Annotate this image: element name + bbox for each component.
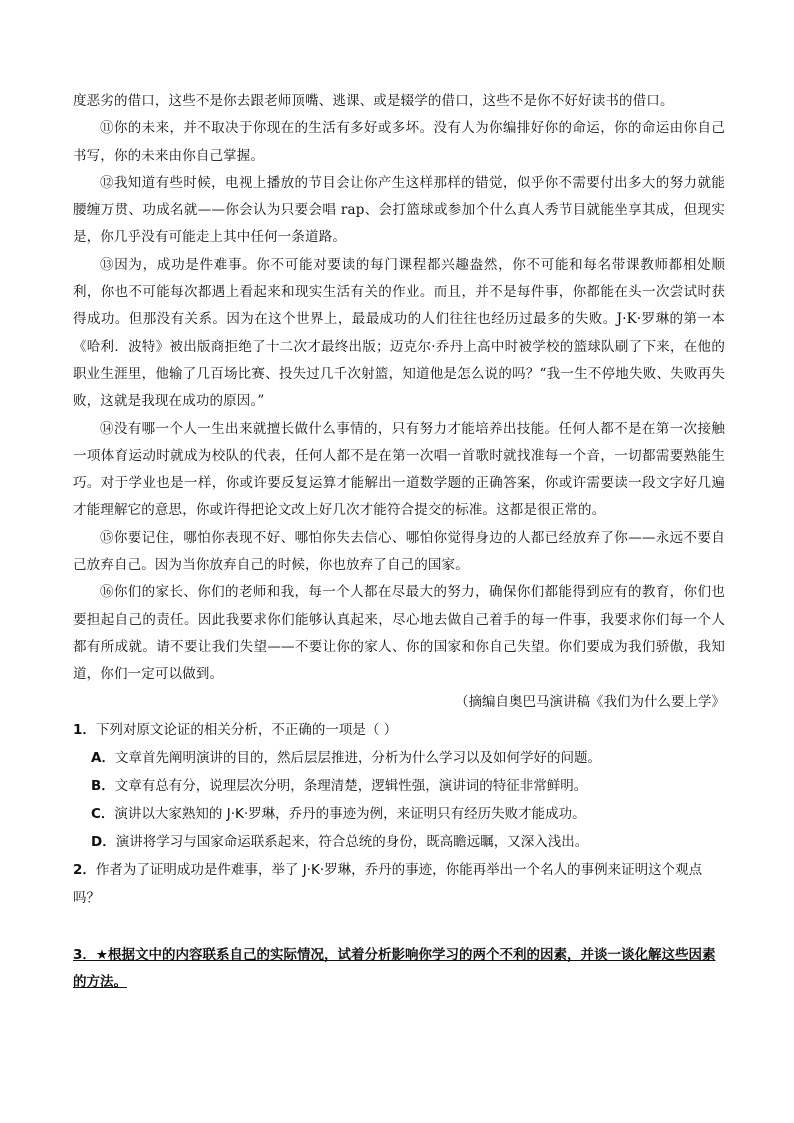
source-citation: （摘编自奥巴马演讲稿《我们为什么要上学》 xyxy=(455,693,725,710)
option-a-letter: A． xyxy=(91,749,115,766)
paragraph-11: ⑪你的未来，并不取决于你现在的生活有多好或多坏。没有人为你编排好你的命运，你的命运由你自己书写，你的未来由你自己掌握。 xyxy=(73,120,725,164)
paragraph-12: ⑫我知道有些时候，电视上播放的节目会让你产生这样那样的错觉，似乎你不需要付出多大的努力就能腰缠万贯、功成名就——你会认为只要会唱 rap、会打篮球或参加个什么真人秀节目就能坐享其成，但现实是，你几乎没有可能走上其中任何一条道路。 xyxy=(73,174,725,246)
option-d-text: 演讲将学习与国家命运联系起来，符合总统的身份，既高瞻远瞩，又深入浅出。 xyxy=(115,833,589,850)
option-a[interactable] xyxy=(73,744,725,772)
question-1 xyxy=(73,716,725,744)
option-b[interactable] xyxy=(73,772,725,800)
paragraph-15: ⑮你要记住，哪怕你表现不好、哪怕你失去信心、哪怕你觉得身边的人都已经放弃了你——永远不要自己放弃自己。因为当你放弃自己的时候，你也放弃了自己的国家。 xyxy=(73,529,725,574)
option-d[interactable] xyxy=(73,828,725,856)
question-2-stem: 作者为了证明成功是件难事，举了 J·K·罗琳，乔丹的事迹，你能再举出一个名人的事例来证明这个观点吗？ xyxy=(73,861,703,906)
question-2 xyxy=(73,856,725,912)
question-2-number: 2． xyxy=(73,861,96,878)
paragraph-13: ⑬因为，成功是件难事。你不可能对要读的每门课程都兴趣盎然，你不可能和每名带课教师都相处顺利，你也不可能每次都遇上看起来和现实生活有关的作业。而且，并不是每件事，你都能在头一次尝试时获得成功。但那没有关系。因为在这个世界上，最最成功的人们往往也经历过最多的失败。J·K·罗琳的第一本《哈利．波特》被出版商拒绝了十二次才最终出版；迈克尔·乔丹上高中时被学校的篮球队刷了下来，在他的职业生涯里，他输了几百场比赛、投失过几千次射篮，知道他是怎么说的吗？“我一生不停地失败、失败再失败，这就是我现在成功的原因。” xyxy=(73,256,725,410)
option-a-text: 文章首先阐明演讲的目的，然后层层推进，分析为什么学习以及如何学好的问题。 xyxy=(114,749,601,766)
option-c[interactable] xyxy=(73,800,725,828)
question-1-stem: 下列对原文论证的相关分析，不正确的一项是（ ） xyxy=(95,721,398,738)
question-1-number: 1． xyxy=(73,721,96,738)
option-c-text: 演讲以大家熟知的 J·K·罗琳，乔丹的事迹为例，来证明只有经历失败才能成功。 xyxy=(114,805,586,822)
paragraph-16: ⑯你们的家长、你们的老师和我，每一个人都在尽最大的努力，确保你们都能得到应有的教育，你们也要担起自己的责任。因此我要求你们能够认真起来，尽心地去做自己着手的每一件事，我要求你们每一个人都有所成就。请不要让我们失望——不要让你的家人、你的国家和你自己失望。你们要成为我们骄傲，我知道，你们一定可以做到。 xyxy=(73,584,725,683)
paragraph-continued: 度恶劣的借口，这些不是你去跟老师顶嘴、逃课、或是辍学的借口，这些不是你不好好读书的借口。 xyxy=(73,93,674,109)
option-b-letter: B． xyxy=(91,777,115,794)
option-b-text: 文章有总有分，说理层次分明，条理清楚，逻辑性强，演讲词的特征非常鲜明。 xyxy=(114,777,588,794)
document-page xyxy=(73,88,725,996)
paragraph-14: ⑭没有哪一个人一生出来就擅长做什么事情的，只有努力才能培养出技能。任何人都不是在第一次接触一项体育运动时就成为校队的代表，任何人都不是在第一次唱一首歌时就找准每一个音，一切都需要熟能生巧。对于学业也是一样，你或许要反复运算才能解出一道数学题的正确答案，你或许需要读一段文字好几遍才能理解它的意思，你或许得把论文改上好几次才能符合提交的标准。这都是很正常的。 xyxy=(73,420,725,519)
option-c-letter: C． xyxy=(91,805,115,822)
question-3: 3．★根据文中的内容联系自己的实际情况，试着分析影响你学习的两个不利的因素，并谈一谈化解这些因素的方法。 xyxy=(73,946,716,990)
option-d-letter: D． xyxy=(91,833,116,850)
